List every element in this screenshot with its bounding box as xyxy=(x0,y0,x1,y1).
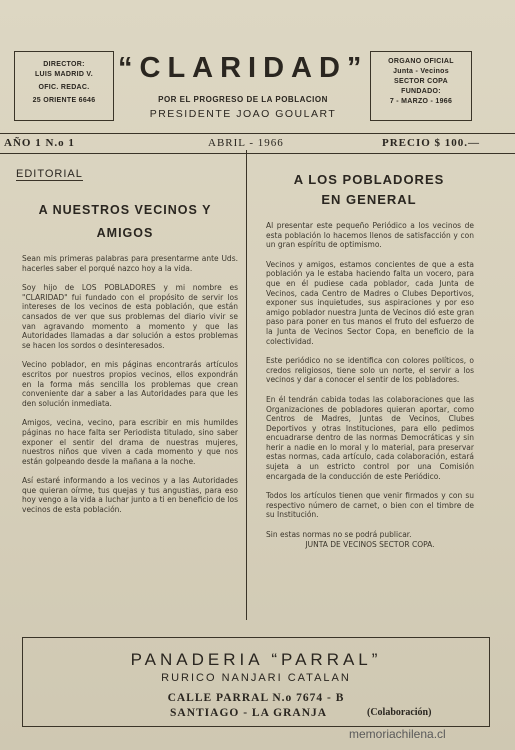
editorial-paragraph: Vecino poblador, en mis páginas encontrarás artículos escritos por nuestros propios vecinos, ellos expondrán en la forma más sencilla los problemas que crean conveniente dar a saber a las Autoridades para que les den solución inmediata. xyxy=(22,360,238,408)
founded-label: FUNDADO: xyxy=(401,88,441,95)
director-name: LUIS MADRID V. xyxy=(34,71,93,78)
column-divider xyxy=(246,150,247,620)
office-address: 25 ORIENTE 6646 xyxy=(32,97,96,104)
director-label: DIRECTOR: xyxy=(43,61,85,68)
bakery-advertisement xyxy=(22,637,490,727)
article-paragraph: Al presentar este pequeño Periódico a los vecinos de esta población lo hacemos llenos de satisfacción y con un gran espíritu de optimismo. xyxy=(266,221,474,250)
editorial-headline-line1: A NUESTROS VECINOS Y xyxy=(38,203,212,217)
newspaper-tagline: POR EL PROGRESO DE LA POBLACION xyxy=(158,95,328,104)
newspaper-subtitle: PRESIDENTE JOAO GOULART xyxy=(149,108,337,120)
article-headline-line1: A LOS POBLADORES xyxy=(293,172,445,187)
issue-date: ABRIL - 1966 xyxy=(208,137,284,149)
article-paragraph: Este periódico no se identifica con colores políticos, o credos religiosos, tiene solo un norte, el servir a los vecinos y dar a conocer el sentir de los pobladores. xyxy=(266,356,474,385)
office-label: OFIC. REDAC. xyxy=(38,84,90,91)
top-rule xyxy=(0,133,515,134)
issue-number: AÑO 1 N.o 1 xyxy=(4,137,75,149)
editorial-paragraph: Sean mis primeras palabras para presentarme ante Uds. hacerles saber el porqué nazco hoy a la vida. xyxy=(22,254,238,273)
article-paragraph: Todos los artículos tienen que venir firmados y con su respectivo número de carnet, o bien con el timbre de su Institución. xyxy=(266,491,474,520)
editorial-label: EDITORIAL xyxy=(16,168,83,180)
editorial-paragraph: Soy hijo de LOS POBLADORES y mi nombre es "CLARIDAD" fui fundado con el propósito de servir los intereses de los vecinos de esta población, que están cansados de ver que sus problemas del diario vivir se van agravando momento a momento y que las Autoridades llamadas a dar solución a estos problemas se hacen los sordos o desinteresados. xyxy=(22,283,238,350)
ad-note: (Colaboración) xyxy=(367,707,432,718)
editorial-paragraph: Amigos, vecina, vecino, para escribir en mis humildes páginas no hace falta ser Periodista titulado, sino saber exponer el sentir del drama de nuestras mujeres, nuestros niños que viven a cada momento y que nos están golpeando desde la mañana a la noche. xyxy=(22,418,238,466)
founded-date: 7 - MARZO - 1966 xyxy=(389,98,453,105)
article-signature: JUNTA DE VECINOS SECTOR COPA. xyxy=(305,539,435,549)
newspaper-title: “CLARIDAD” xyxy=(118,52,369,84)
article-body xyxy=(266,221,474,549)
ad-address: CALLE PARRAL N.o 7674 - B xyxy=(167,692,345,704)
junta-label: Junta - Vecinos xyxy=(393,68,449,75)
organo-label: ORGANO OFICIAL xyxy=(388,58,454,65)
editorial-paragraph: Así estaré informando a los vecinos y a las Autoridades que quieran oírme, tus quejas y tus angustias, para eso hoy vengo a la vida a luchar junto a ti en beneficio de los vecinos de esta población. xyxy=(22,476,238,515)
director-box xyxy=(14,51,114,121)
bottom-rule xyxy=(0,153,515,154)
organo-box xyxy=(370,51,472,121)
sector-label: SECTOR COPA xyxy=(394,78,448,85)
ad-city: SANTIAGO - LA GRANJA xyxy=(170,707,328,719)
ad-owner: RURICO NANJARI CATALAN xyxy=(161,672,351,684)
article-paragraph: En él tendrán cabida todas las colaboraciones que las Organizaciones de pobladores quieran aportar, como Centros de Madres, Juntas de Vecinos, Clubes Deportivos y otras Instituciones, para ello pedimos encuadrarse dentro de las normas Democráticas y sin herir a nadie en lo moral y lo material, para preservar estas normas, cada artículo, cada colaboración, estará sujeta a un estricto control por una Comisión encargada de la conducción de este Periódico. xyxy=(266,394,474,481)
article-paragraph: Sin estas normas no se podrá publicar. xyxy=(266,530,412,540)
issue-price: PRECIO $ 100.— xyxy=(382,137,481,149)
editorial-headline-line2: AMIGOS xyxy=(96,226,154,240)
editorial-body xyxy=(22,254,238,525)
article-paragraph: Vecinos y amigos, estamos concientes de que a esta población ya le estaba haciendo falta un vocero, para que en él pudiese cada poblador, cada Junta de Vecinos, cada Centro de Madres o Clubes Deportivos, exponer sus inquietudes, sus aspiraciones y por eso amigo poblador nuestra Junta de Vecinos dió este gran paso para poner en tus manos el fruto del esfuerzo de la Junta de Vecinos Sector Copa, en beneficio de la colectividad. xyxy=(266,259,474,346)
article-headline-line2: EN GENERAL xyxy=(321,192,417,207)
ad-business-name: PANADERIA “PARRAL” xyxy=(130,650,382,669)
watermark: memoriachilena.cl xyxy=(349,727,446,741)
